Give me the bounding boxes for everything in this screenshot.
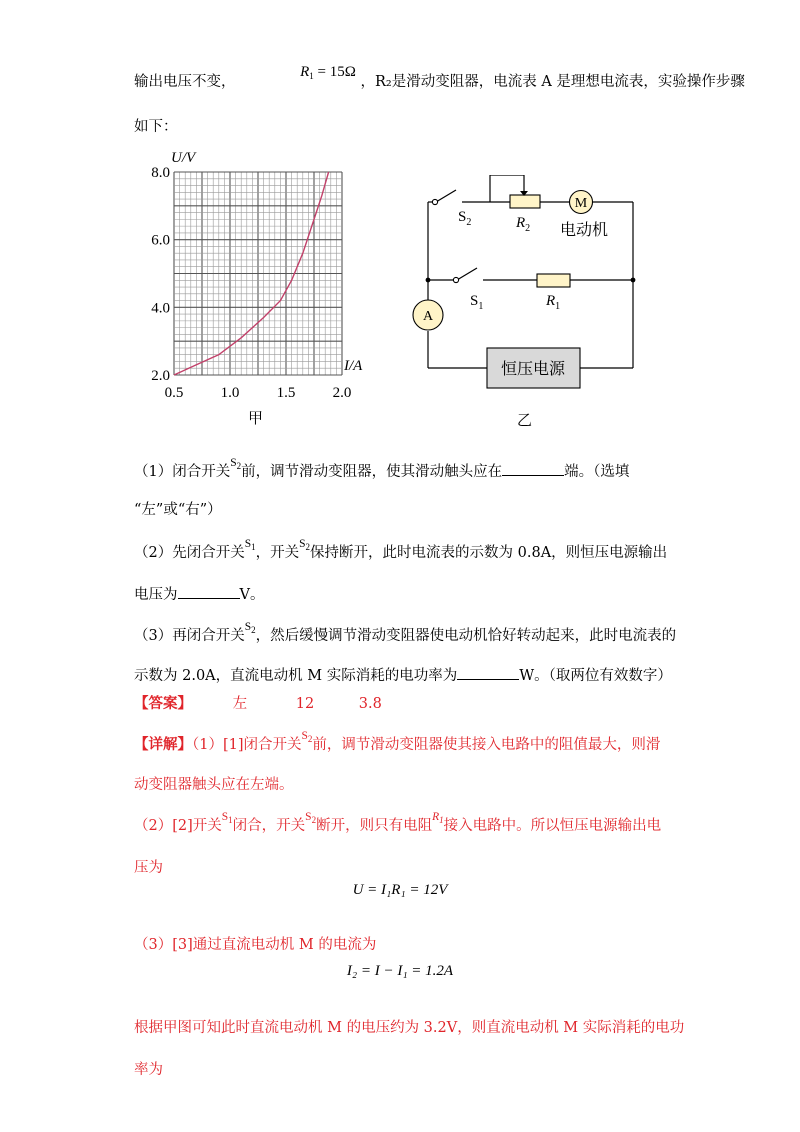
- question-2-line-2: 电压为 V。: [134, 583, 264, 605]
- question-3-line-1: （3）再闭合开关$^{S_2}$，然后缓慢调节滑动变阻器使电动机恰好转动起来，此时电流表的: [134, 621, 677, 644]
- question-1-line-1: （1）闭合开关$^{S_2}$前，调节滑动变阻器，使其滑动触头应在 端。（选填: [134, 457, 630, 480]
- detail-line-5: （3）[3]通过直流电动机 M 的电流为: [134, 937, 377, 953]
- svg-text:A: A: [422, 309, 434, 324]
- r1-resistor-icon: [537, 274, 570, 287]
- y-tick-label: 6.0: [151, 232, 170, 249]
- answer-blank-1[interactable]: [502, 460, 564, 476]
- q1-switch-symbol: S2: [230, 457, 242, 471]
- answer-1: 左: [232, 696, 248, 712]
- junction-dot-left: [426, 278, 431, 283]
- intro-line-1: 输出电压不变， $R_1 = 15\Omega$ ，R₂是滑动变阻器，电流表 A 是理想电流表，实验操作步骤: [134, 64, 745, 90]
- graph-caption: 甲: [248, 411, 264, 427]
- s1-contact-icon: [453, 277, 458, 282]
- equation-2: I₂ = I − I₁ = 1.2A: [346, 963, 454, 979]
- s2-label: $S_2$: [458, 209, 472, 228]
- question-3-line-2: 示数为 2.0A，直流电动机 M 实际消耗的电功率为 W。（取两位有效数字）: [134, 664, 672, 686]
- answer-blank-3[interactable]: [457, 664, 519, 680]
- r1-formula: $R_1 = 15\Omega$: [300, 64, 356, 81]
- source-label: 恒压电源: [500, 361, 566, 378]
- x-axis-label: I/A: [344, 358, 363, 374]
- y-tick-label: 4.0: [151, 300, 170, 317]
- circuit-caption: 乙: [517, 413, 533, 429]
- answer-tag: 【答案】: [134, 695, 192, 712]
- r2-label: $R_2$: [516, 215, 531, 234]
- question-1-line-2: “左”或“右”）: [134, 502, 222, 518]
- r2-resistor-icon: [510, 195, 540, 208]
- x-tick-label: 2.0: [332, 385, 352, 401]
- answer-2: 12: [295, 696, 315, 712]
- detail-line-1: 【详解】（1）[1]闭合开关$^{S_2}$前，调节滑动变阻器使其接入电路中的阻值最大，则滑: [134, 730, 661, 753]
- detail-line-2: 动变阻器触头应在左端。: [134, 777, 294, 793]
- y-axis-label: U/V: [171, 150, 196, 166]
- x-tick-label: 1.0: [220, 385, 240, 401]
- question-2-line-1: （2）先闭合开关$^{S_1}$，开关$^{S_2}$保持断开，此时电流表的示数为 0.8A，则恒压电源输出: [134, 538, 668, 561]
- equation-1: U = I₁R₁ = 12V: [352, 882, 448, 898]
- x-tick-label: 1.5: [276, 385, 296, 401]
- motor-label: 电动机: [560, 222, 609, 239]
- svg-text:M: M: [574, 196, 588, 211]
- y-tick-label: 8.0: [151, 165, 170, 181]
- intro-line-2: 如下：: [134, 119, 178, 135]
- answer-line: [134, 694, 382, 714]
- ui-graph: [130, 140, 380, 430]
- s2-contact-icon: [432, 199, 437, 204]
- x-tick-label: 0.5: [164, 385, 184, 401]
- axis-ticks: [151, 165, 351, 401]
- answer-blank-2[interactable]: [178, 583, 240, 599]
- circuit-diagram: [400, 175, 650, 435]
- detail-line-4: 压为: [134, 860, 163, 876]
- s1-label: $S_1$: [470, 293, 484, 312]
- graph-grid: [174, 172, 342, 375]
- answer-3: 3.8: [358, 696, 382, 712]
- detail-line-6: 根据甲图可知此时直流电动机 M 的电压约为 3.2V，则直流电动机 M 实际消耗的电功: [134, 1020, 685, 1036]
- r1-label: $R_1$: [546, 293, 561, 312]
- detail-line-7: 率为: [134, 1062, 163, 1078]
- detail-line-3: （2）[2]开关$^{S_1}$闭合，开关$^{S_2}$断开，则只有电阻$^{R_1}$接入电路中。所以恒压电源输出电: [134, 811, 662, 834]
- junction-dot-right: [631, 278, 636, 283]
- y-tick-label: 2.0: [151, 368, 170, 384]
